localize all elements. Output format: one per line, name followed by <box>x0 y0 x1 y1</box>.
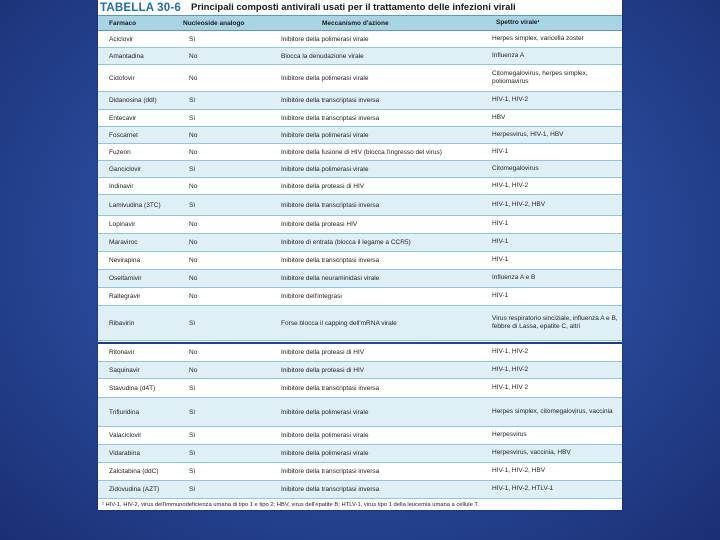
cell-spectrum: HIV-1, HIV-2 <box>492 348 529 356</box>
table-row <box>98 216 622 234</box>
table-row <box>98 481 622 499</box>
cell-mechanism: Inibitore della fusione di HIV (blocca l'ingresso del virus) <box>281 148 442 156</box>
cell-nucleoside: Sì <box>189 432 196 439</box>
cell-mechanism: Inibitore della transcriptasi inversa <box>281 486 380 493</box>
cell-drug: Stavudina (d4T) <box>109 384 156 392</box>
cell-spectrum: Influenza A e B <box>492 274 536 282</box>
cell-drug: Indinavir <box>109 182 134 190</box>
header-spectrum: Spettro virale¹ <box>496 18 540 26</box>
cell-mechanism: Inibitore della neuraminidasi virale <box>281 275 380 282</box>
cell-mechanism: Inibitore della transcriptasi inversa <box>281 201 380 209</box>
cell-nucleoside: No <box>189 293 198 300</box>
cell-spectrum: HIV-1, HIV 2 <box>492 383 529 391</box>
cell-spectrum: HIV-1, HIV-2, HBV <box>492 467 546 475</box>
cell-mechanism: Inibitore di entrata (blocca il legame a CCR5) <box>281 239 411 246</box>
cell-drug: Didanosina (ddI) <box>109 97 157 104</box>
cell-drug: Entecavir <box>109 114 137 122</box>
cell-spectrum: HIV-1, HIV-2, HTLV-1 <box>492 485 554 493</box>
cell-mechanism: Inibitore della proteasi di HIV <box>281 182 365 190</box>
table-row <box>98 445 622 463</box>
table-row <box>98 379 622 398</box>
cell-mechanism: Inibitore della polimerasi virale <box>281 165 369 173</box>
cell-spectrum: HIV-1 <box>492 292 509 300</box>
cell-drug: Saquinavir <box>109 366 140 374</box>
cell-drug: Ribavirin <box>109 319 135 327</box>
cell-drug: Ganciclovir <box>109 165 142 173</box>
cell-drug: Oseltamivir <box>109 275 142 282</box>
cell-nucleoside: No <box>189 74 198 82</box>
table-row <box>98 92 622 110</box>
cell-drug: Aciclovir <box>109 35 134 43</box>
cell-mechanism: Inibitore dell'integrasi <box>281 293 342 300</box>
table-row <box>98 463 622 481</box>
cell-nucleoside: Sì <box>189 97 196 104</box>
table-row <box>98 427 622 445</box>
cell-nucleoside: No <box>189 239 198 246</box>
cell-nucleoside: No <box>189 366 198 374</box>
table-row <box>98 252 622 270</box>
cell-spectrum: HIV-1 <box>492 147 509 155</box>
cell-spectrum: Citomegalovirus, herpes simplex, poliomavirus <box>492 69 588 85</box>
cell-mechanism: Inibitore della transcriptasi inversa <box>281 257 380 264</box>
cell-drug: Raltegravir <box>109 293 141 300</box>
cell-spectrum: HIV-1, HIV-2 <box>492 181 529 189</box>
cell-nucleoside: Sì <box>189 408 196 416</box>
cell-mechanism: Blocca la denudazione virale <box>281 52 364 60</box>
cell-mechanism: Inibitore della proteasi di HIV <box>281 349 365 356</box>
cell-spectrum: HBV <box>492 113 506 121</box>
cell-nucleoside: Sì <box>189 384 196 392</box>
header-drug: Farmaco <box>109 19 137 27</box>
cell-nucleoside: Sì <box>189 468 196 475</box>
table-row <box>98 31 622 48</box>
header-nucleoside: Nucleoside analogo <box>183 19 245 27</box>
cell-drug: Lamivudina (3TC) <box>109 201 161 209</box>
cell-mechanism: Inibitore della transcriptasi inversa <box>281 114 380 122</box>
cell-nucleoside: Sì <box>189 450 196 457</box>
table-body-top <box>98 31 622 341</box>
cell-mechanism: Inibitore della polimerasi virale <box>281 432 369 439</box>
cell-spectrum: Herpes simplex, varicella zoster <box>492 34 584 42</box>
cell-drug: Vidarabina <box>109 450 140 457</box>
cell-nucleoside: Sì <box>189 165 196 173</box>
cell-nucleoside: No <box>189 275 198 282</box>
table-title-bar <box>98 0 622 15</box>
cell-nucleoside: No <box>189 148 198 156</box>
cell-mechanism: Inibitore della polimerasi virale <box>281 131 369 139</box>
cell-drug: Trifluridina <box>109 408 140 416</box>
table-row <box>98 48 622 65</box>
cell-nucleoside: Sì <box>189 486 196 493</box>
cell-drug: Nevirapina <box>109 257 141 264</box>
cell-mechanism: Inibitore della polimerasi virale <box>281 450 369 457</box>
cell-nucleoside: No <box>189 182 198 190</box>
cell-spectrum: HIV-1 <box>492 238 509 246</box>
table-number: TABELLA 30-6 <box>100 1 181 14</box>
cell-spectrum: Herpesvirus, HIV-1, HBV <box>492 130 564 138</box>
cell-spectrum: HIV-1, HIV-2 <box>492 96 529 104</box>
table-row <box>98 110 622 127</box>
header-mechanism: Meccanismo d'azione <box>322 19 389 27</box>
cell-nucleoside: Sì <box>189 114 196 122</box>
table-row <box>98 161 622 178</box>
cell-mechanism: Inibitore della polimerasi virale <box>281 408 369 416</box>
table-row <box>98 344 622 362</box>
cell-drug: Cidofovir <box>109 74 135 82</box>
cell-nucleoside: Sì <box>189 201 196 209</box>
table-header <box>98 15 622 31</box>
table-row <box>98 270 622 288</box>
cell-spectrum: Herpesvirus, vaccinia, HBV <box>492 449 571 457</box>
cell-drug: Lopinavir <box>109 221 136 228</box>
cell-nucleoside: No <box>189 131 198 139</box>
table-row <box>98 234 622 252</box>
cell-nucleoside: No <box>189 257 198 264</box>
cell-nucleoside: No <box>189 221 198 228</box>
cell-mechanism: Inibitore della transcriptasi inversa <box>281 97 380 104</box>
table-footnote: ¹ HIV-1, HIV-2, virus dell'immunodeficienza umana di tipo 1 e tipo 2; HBV, virus dell'epatite B; HTLV-1, virus tipo 1 della leucemia umana a cellule T. <box>102 502 479 508</box>
table-title: Principali composti antivirali usati per il trattamento delle infezioni virali <box>191 2 516 13</box>
table-panel-top <box>98 0 622 342</box>
cell-spectrum: Virus respiratorio sinciziale, influenza A e B, febbre di Lassa, epatite C, altri <box>492 314 618 330</box>
cell-spectrum: HIV-1, HIV-2 <box>492 365 529 373</box>
table-row <box>98 178 622 195</box>
cell-spectrum: Citomegalovirus <box>492 164 539 172</box>
table-panel-bottom <box>98 344 622 510</box>
table-row <box>98 288 622 306</box>
cell-mechanism: Forse blocca il capping dell'mRNA virale <box>281 319 397 327</box>
cell-spectrum: HIV-1 <box>492 220 509 228</box>
table-row <box>98 127 622 144</box>
cell-drug: Foscarnet <box>109 131 138 139</box>
cell-spectrum: Influenza A <box>492 51 525 59</box>
cell-nucleoside: No <box>189 349 198 356</box>
cell-mechanism: Inibitore della polimerasi virale <box>281 74 369 82</box>
cell-nucleoside: Sì <box>189 35 196 43</box>
table-row <box>98 144 622 161</box>
cell-mechanism: Inibitore della polimerasi virale <box>281 35 369 43</box>
cell-spectrum: Herpesvirus <box>492 431 527 439</box>
cell-mechanism: Inibitore della transcriptasi inversa <box>281 468 380 475</box>
cell-drug: Maraviroc <box>109 239 138 246</box>
cell-mechanism: Inibitore della transcriptasi inversa <box>281 384 380 392</box>
cell-spectrum: HIV-1, HIV-2, HBV <box>492 200 546 208</box>
cell-spectrum: HIV-1 <box>492 256 509 264</box>
cell-drug: Valaciclovir <box>109 432 142 439</box>
table-row <box>98 306 622 341</box>
cell-drug: Ritonavir <box>109 349 135 356</box>
cell-drug: Fuzeon <box>109 148 131 156</box>
table-row <box>98 362 622 379</box>
table-row <box>98 195 622 216</box>
cell-spectrum: Herpes simplex, citomegalovirus, vaccinia <box>492 407 613 415</box>
cell-drug: Zalcitabina (ddC) <box>109 468 159 475</box>
cell-drug: Amantadina <box>109 52 144 60</box>
cell-mechanism: Inibitore della proteasi HIV <box>281 221 358 228</box>
cell-nucleoside: Sì <box>189 319 196 327</box>
cell-nucleoside: No <box>189 52 198 60</box>
table-body-bottom <box>98 344 622 499</box>
cell-drug: Zidovudina (AZT) <box>109 486 160 493</box>
cell-mechanism: Inibitore della proteasi di HIV <box>281 366 365 374</box>
table-row <box>98 398 622 427</box>
table-row <box>98 65 622 92</box>
